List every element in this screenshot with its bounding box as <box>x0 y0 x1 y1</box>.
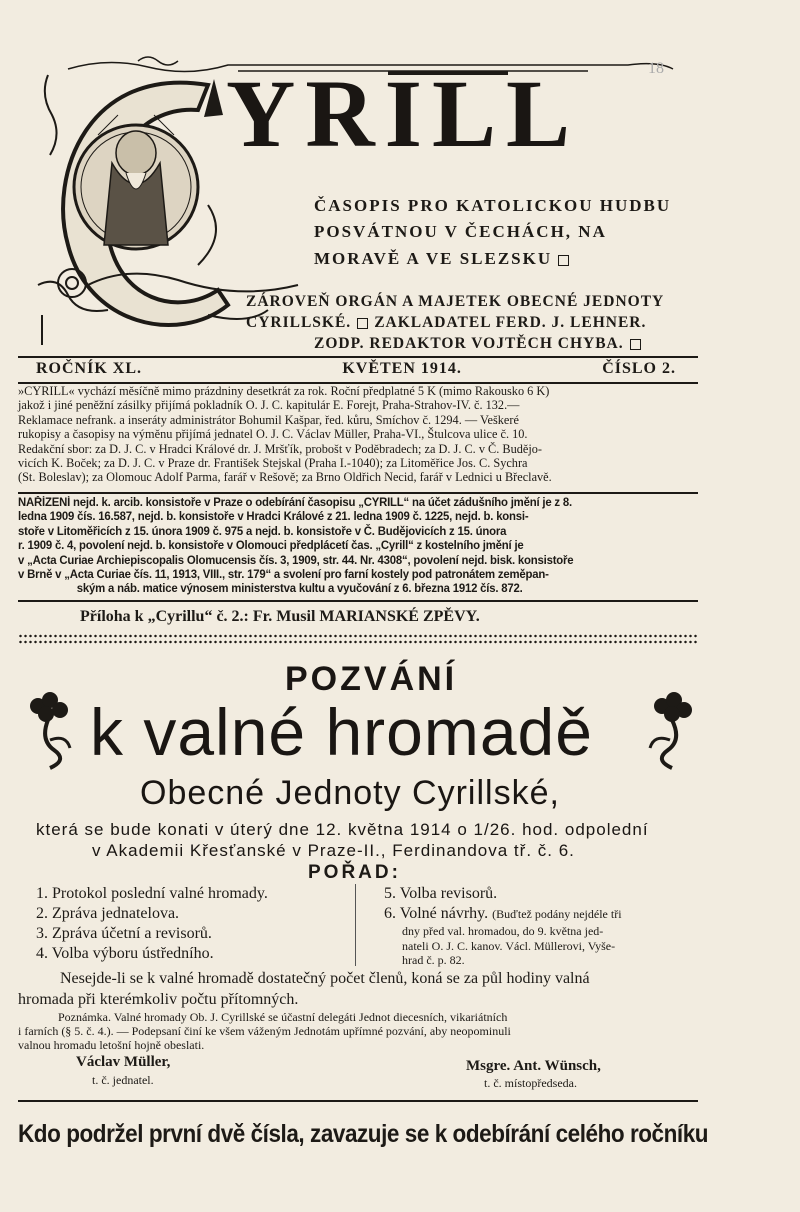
agenda-item: 2. Zpráva jednatelova. <box>36 905 180 922</box>
remark: Poznámka. Valné hromady Ob. J. Cyrillské se účastní delegáti Jednot diecesních, vikariátních i farních (§ 5. č. 4.). — Podepsaní činí ke všem váženým Jednotám upřímné pozvání, aby neopominuli valnou hromadu letošní hojně obeslati. <box>18 1010 511 1052</box>
subtitle-line-1: ČASOPIS PRO KATOLICKOU HUDBU <box>314 196 672 215</box>
signature-left-name: Václav Müller, <box>76 1054 171 1070</box>
meeting-place: v Akademii Křesťanské v Praze-II., Ferdinandova tř. č. 6. <box>92 841 575 860</box>
subscription-slogan: Kdo podržel první dvě čísla, zavazuje se k odebírání celého ročníku <box>18 1120 709 1148</box>
subtitle-line-2: POSVÁTNOU V ČECHÁCH, NA <box>314 222 607 241</box>
agenda-item: 4. Volba výboru ústředního. <box>36 945 214 962</box>
square-ornament-icon <box>630 339 641 350</box>
invitation-heading: POZVÁNÍ <box>285 660 458 698</box>
signature-left-role: t. č. jednatel. <box>92 1073 154 1087</box>
agenda-item: 3. Zpráva účetní a revisorů. <box>36 925 212 942</box>
organ-line-1: ZÁROVEŇ ORGÁN A MAJETEK OBECNÉ JEDNOTY <box>246 293 665 310</box>
rule-top <box>18 356 698 358</box>
supplement-note: Příloha k „Cyrillu“ č. 2.: Fr. Musil MARIANSKÉ ZPĚVY. <box>80 608 480 625</box>
consistory-decree: NAŘÍZENÍ nejd. k. arcib. konsistoře v Praze o odebírání časopisu „CYRILL“ na účet zádušního jmění je z 8. ledna 1909 čís. 16.587, nejd. b. konsistoře v Hradci Králové z 21. ledna 1909 č. 1225, nejd. b. konsi- stoře v Litoměřicích z 15. února 1909 č. 975 a nejd. b. konsistoře v Č. Budějovicích z 15. února r. 1909 č. 4, povolení nejd. b. konsistoře v Olomouci předplácetí čas. „Cyrill“ z kostelního jmění je v „Acta Curiae Archiepiscopalis Olomucensis čís. 3, 1909, str. 44. Nr. 4308“, povolení nejd. bisk. konsistoře v Brně v „Acta Curiae čís. 11, 1913, VIII., str. 179“ a svolení pro farní kostely pod patronátem zeměpan- ským a náb. matice výnosem ministerstva kultu a vyučování z 6. března 1912 čís. 872. <box>18 496 574 596</box>
organ-line-2: CYRILLSKÉ. ZAKLADATEL FERD. J. LEHNER. <box>246 314 647 331</box>
invitation-title: k valné hromadě <box>90 695 593 769</box>
agenda-item: 6. Volné návrhy. (Buďtež podány nejdéle tři <box>384 905 622 922</box>
organ-line-3: ZODP. REDAKTOR VOJTĚCH CHYBA. <box>314 335 641 353</box>
masthead-title: YRILL <box>226 60 581 167</box>
issue-number: ČÍSLO 2. <box>602 360 676 377</box>
agenda-item: 1. Protokol poslední valné hromady. <box>36 885 268 902</box>
signature-right-role: t. č. místopředseda. <box>484 1076 577 1090</box>
rule-before-supplement <box>18 600 698 602</box>
rule-before-slogan <box>18 1100 698 1102</box>
page-number: 18 <box>648 60 664 77</box>
rule-before-narizeni <box>18 492 698 494</box>
subtitle-line-3: MORAVĚ A VE SLEZSKU <box>314 249 569 269</box>
square-ornament-icon <box>357 318 368 329</box>
agenda-left-column <box>36 884 268 964</box>
agenda-item: 5. Volba revisorů. <box>384 885 498 902</box>
dotted-divider <box>18 634 698 638</box>
issue-row <box>36 360 676 378</box>
dotted-divider-2 <box>18 640 698 644</box>
issue-volume: ROČNÍK XL. <box>36 360 143 377</box>
flower-ornament-right-icon <box>642 690 702 770</box>
subscription-info: »CYRILL« vychází měsíčně mimo prázdniny desetkrát za rok. Roční předplatné 5 K (mimo Rakousko 6 K) jakož i jiné peněžní zásilky přijímá pokladník O. J. C. kapitulár E. Forejt, Praha-Strahov-IV. č. 132.— Reklamace nefrank. a inseráty administrátor Bohumil Kašpar, řed. kůru, Smíchov č. 1294. — Veškeré rukopisy a časopisy na výměnu přijímá jednatel O. J. C. Václav Müller, Praha-VI., Štulcova ulice č. 10. Redakční sbor: za D. J. C. v Hradci Králové dr. J. Mršťík, probošt v Poděbradech; za D. J. C. v Č. Budějo- vicích K. Boček; za D. J. C. v Praze dr. František Stejskal (Praha I.-1040); za Litoměřice Jos. C. Sychra (St. Boleslav); za Olomouc Adolf Parma, farář v Rešově; za Brno Oldřich Necid, farář v Lednici u Břeclavě. <box>18 384 552 485</box>
square-ornament-icon <box>558 255 569 266</box>
flower-ornament-left-icon <box>20 690 80 770</box>
invitation-subtitle: Obecné Jednoty Cyrillské, <box>140 774 560 812</box>
quorum-note: Nesejde-li se k valné hromadě dostatečný počet členů, koná se za půl hodiny valná hromada při kterémkoliv počtu přítomných. <box>18 970 590 1008</box>
signature-right-name: Msgre. Ant. Wünsch, <box>466 1058 601 1074</box>
agenda-divider <box>355 884 356 966</box>
issue-date: KVĚTEN 1914. <box>342 360 462 377</box>
meeting-time: která se bude konati v úterý dne 12. května 1914 o 1/26. hod. odpolední <box>36 820 649 839</box>
agenda-right-column: 5. Volba revisorů. 6. Volné návrhy. (Buďtež podány nejdéle tři dny před val. hromadou, do 9. května jed- nateli O. J. C. kanov. Václ. Müllerovi, Vyše- hrad č. p. 82. <box>384 884 700 968</box>
agenda-title: POŘAD: <box>308 862 401 883</box>
